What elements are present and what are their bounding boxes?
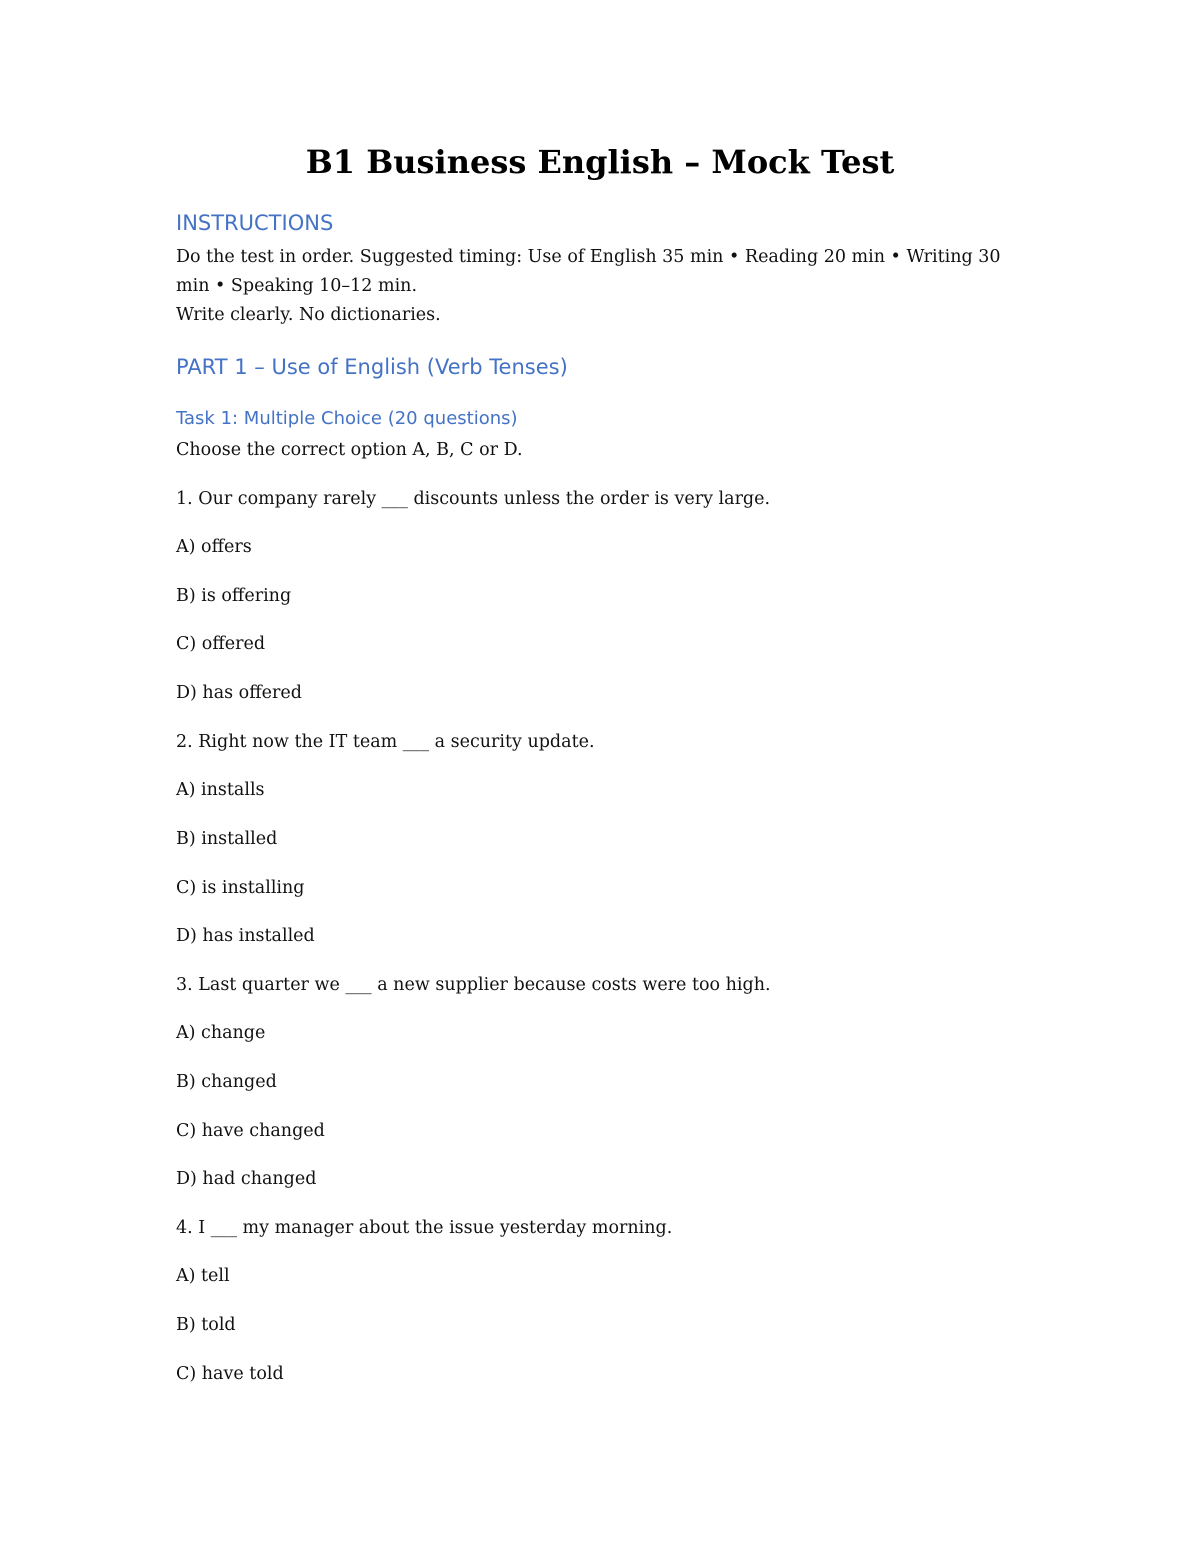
question-2-option-b: B) installed xyxy=(176,829,278,849)
question-3-option-b: B) changed xyxy=(176,1072,277,1092)
question-3-option-c: C) have changed xyxy=(176,1121,325,1141)
task1-heading: Task 1: Multiple Choice (20 questions) xyxy=(176,408,518,429)
question-2-text: 2. Right now the IT team ___ a security update. xyxy=(176,732,595,752)
question-1-option-c: C) offered xyxy=(176,634,266,654)
question-2-option-a: A) installs xyxy=(176,780,265,800)
instructions-heading: INSTRUCTIONS xyxy=(176,211,334,235)
question-1-option-a: A) offers xyxy=(176,537,252,557)
question-2-option-c: C) is installing xyxy=(176,878,305,898)
part1-heading: PART 1 – Use of English (Verb Tenses) xyxy=(176,355,568,379)
question-1-text: 1. Our company rarely ___ discounts unless the order is very large. xyxy=(176,489,771,509)
question-4-option-c: C) have told xyxy=(176,1364,284,1384)
question-2-option-d: D) has installed xyxy=(176,926,315,946)
instructions-line-3: Write clearly. No dictionaries. xyxy=(176,305,441,325)
task1-instruction: Choose the correct option A, B, C or D. xyxy=(176,440,523,460)
question-4-option-a: A) tell xyxy=(176,1266,230,1286)
question-3-option-d: D) had changed xyxy=(176,1169,317,1189)
question-4-text: 4. I ___ my manager about the issue yesterday morning. xyxy=(176,1218,673,1238)
question-4-option-b: B) told xyxy=(176,1315,236,1335)
instructions-line-1: Do the test in order. Suggested timing: Use of English 35 min • Reading 20 min • Writing 30 xyxy=(176,247,1001,267)
instructions-line-2: min • Speaking 10–12 min. xyxy=(176,276,418,296)
question-3-option-a: A) change xyxy=(176,1023,266,1043)
question-1-option-d: D) has offered xyxy=(176,683,302,703)
question-3-text: 3. Last quarter we ___ a new supplier because costs were too high. xyxy=(176,975,771,995)
document-title: B1 Business English – Mock Test xyxy=(305,143,895,181)
question-1-option-b: B) is offering xyxy=(176,586,292,606)
